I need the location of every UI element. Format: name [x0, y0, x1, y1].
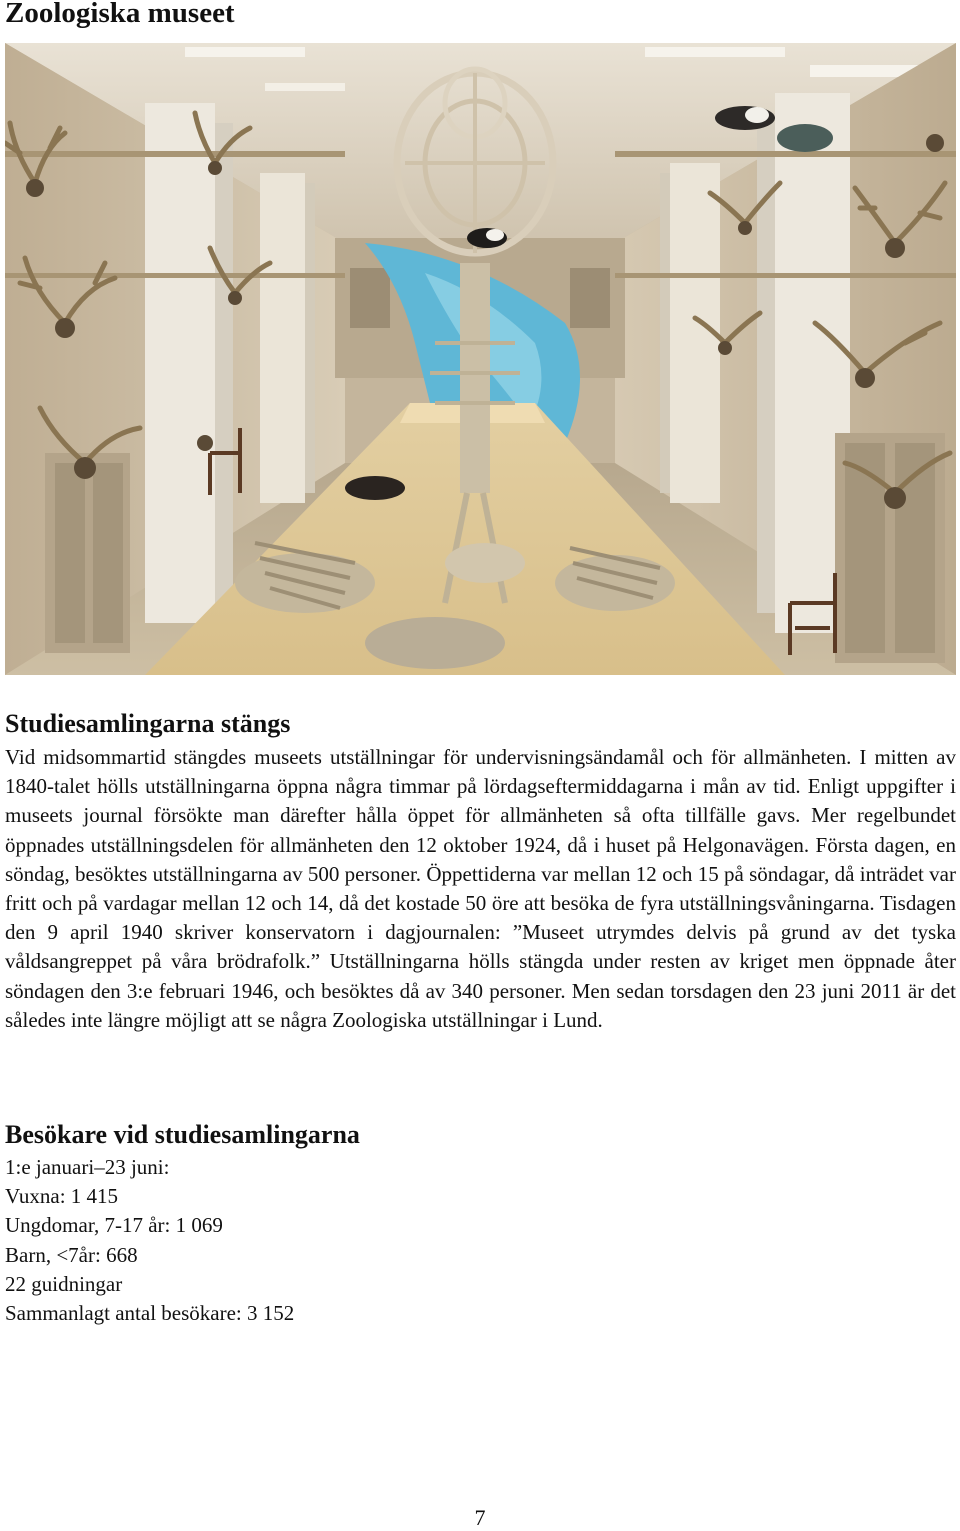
page-title: Zoologiska museet [5, 0, 235, 29]
stat-line-total-visitors: Sammanlagt antal besökare: 3 152 [5, 1301, 295, 1326]
section-heading-besokare: Besökare vid studiesamlingarna [5, 1120, 360, 1149]
stat-line-period: 1:e januari–23 juni: [5, 1155, 170, 1179]
museum-photo [5, 43, 956, 675]
stat-line-guided-tours: 22 guidningar [5, 1271, 123, 1296]
museum-hall-with-skeletons-and-antlers-icon [5, 43, 956, 675]
section-heading-studiesamlingarna: Studiesamlingarna stängs [5, 709, 291, 738]
visitor-stats-list [5, 1153, 705, 1328]
stat-line-children: Barn, <7år: 668 [5, 1242, 138, 1267]
page-number: 7 [474, 1505, 486, 1530]
stat-line-adults: Vuxna: 1 415 [5, 1184, 119, 1209]
section-body-text: Vid midsommartid stängdes museets utställningar för undervisningsändamål och för allmänheten. I mitten av 1840-talet hölls utställningarna öppna några timmar på lördagseftermiddagarna i mån av tid. Enligt uppgifter i museets journal försökte man därefter hålla öppet för allmänheten så ofta tillfälle gavs. Mer regelbundet öppnades utställningsdelen för allmänheten den 12 oktober 1924, då i huset på Helgonavägen. Första dagen, en söndag, besöktes utställningarna av 500 personer. Öppettiderna var mellan 12 och 15 på söndagar, då inträdet var fritt och på vardagar mellan 12 och 14, då det kostade 50 öre att besöka de fyra utställningsvåningarna. Tisdagen den 9 april 1940 skriver konservatorn i dagjournalen: ”Museet utrymdes delvis på grund av det tyska våldsangreppet på våra brödrafolk.” Utställningarna hölls stängda under resten av kriget men öppnade åter söndagen den 3:e februari 1946, och besöktes då av 340 personer. Men sedan torsdagen den 23 juni 2011 är det således inte längre möjligt att se några Zoologiska utställningar i Lund. [5, 745, 956, 1032]
stat-line-youth: Ungdomar, 7-17 år: 1 069 [5, 1213, 223, 1238]
